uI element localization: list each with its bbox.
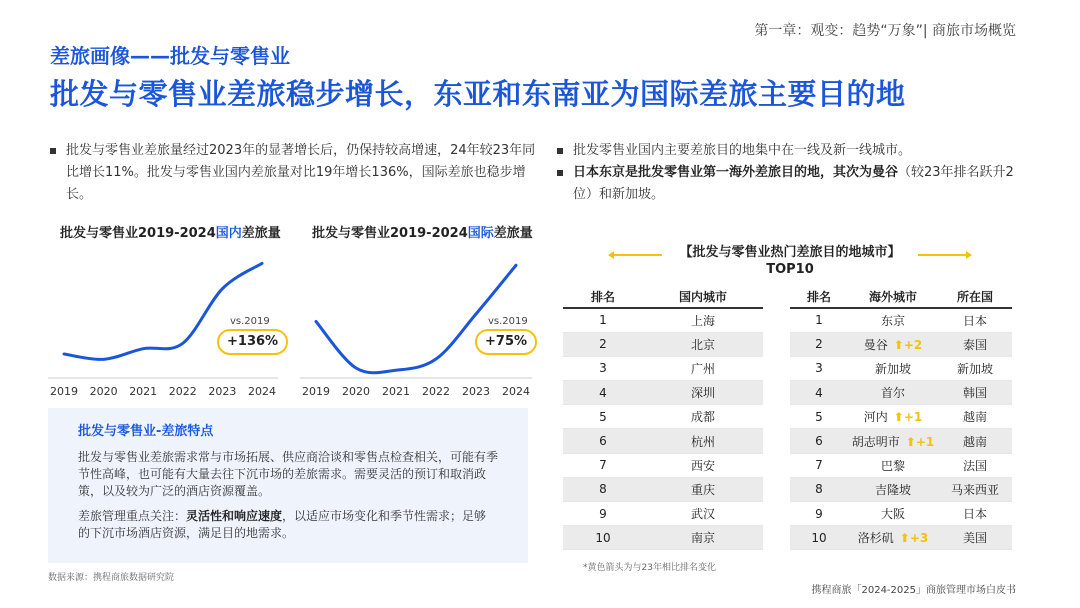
rank-cell: 6 bbox=[563, 429, 643, 453]
city-cell bbox=[848, 526, 938, 550]
card-text: 差旅管理重点关注： bbox=[78, 509, 187, 523]
city-name: 东京 bbox=[880, 313, 905, 328]
table-row bbox=[790, 477, 1012, 501]
bullet-item bbox=[555, 162, 1030, 206]
rank-cell: 2 bbox=[790, 332, 848, 356]
rank-change-badge bbox=[894, 410, 922, 424]
rank-change-value: +2 bbox=[903, 337, 923, 352]
x-tick-label: 2019 bbox=[50, 385, 78, 398]
bullet-item: 批发零售业国内主要差旅目的地集中在一线及新一线城市。 bbox=[555, 140, 1030, 162]
x-tick-label: 2020 bbox=[342, 385, 370, 398]
city-name: 河内 bbox=[863, 410, 888, 425]
table-row bbox=[563, 453, 763, 477]
page-title: 批发与零售业差旅稳步增长，东亚和东南亚为国际差旅主要目的地 bbox=[50, 77, 906, 111]
up-arrow-icon: ⬆ bbox=[899, 531, 910, 546]
table-row bbox=[790, 381, 1012, 405]
city-name: 新加坡 bbox=[874, 361, 911, 376]
left-bullets bbox=[48, 140, 540, 206]
international-chart-title bbox=[312, 222, 533, 241]
city-cell bbox=[848, 332, 938, 356]
city-cell: 北京 bbox=[643, 332, 763, 356]
table-row bbox=[563, 526, 763, 550]
chart-title-highlight: 国际 bbox=[467, 226, 494, 241]
domestic-growth-callout: +136% bbox=[217, 329, 288, 355]
rank-cell: 4 bbox=[790, 381, 848, 405]
city-cell bbox=[848, 453, 938, 477]
series-line bbox=[316, 265, 516, 373]
country-cell: 韩国 bbox=[938, 381, 1012, 405]
table-row bbox=[563, 308, 763, 332]
x-tick-label: 2023 bbox=[462, 385, 490, 398]
table-row bbox=[790, 356, 1012, 380]
x-tick-label: 2021 bbox=[129, 385, 158, 398]
rank-cell: 3 bbox=[563, 356, 643, 380]
chart-title-post: 差旅量 bbox=[493, 226, 533, 241]
city-name: 曼谷 bbox=[863, 337, 888, 352]
table-header-row bbox=[790, 286, 1012, 308]
city-cell: 南京 bbox=[643, 526, 763, 550]
chapter-label: 第一章：观变：趋势“万象”| 商旅市场概览 bbox=[754, 23, 1016, 39]
bullet-item: 批发与零售业差旅量经过2023年的显著增长后，仍保持较高增速，24年较23年同比增长11%。批发与零售业国内差旅量对比19年增长136%，国际差旅也稳步增长。 bbox=[48, 140, 540, 206]
table-row bbox=[563, 356, 763, 380]
rank-cell: 1 bbox=[790, 308, 848, 332]
country-cell: 日本 bbox=[938, 308, 1012, 332]
city-name: 首尔 bbox=[880, 386, 905, 401]
city-cell bbox=[848, 405, 938, 429]
table-row bbox=[790, 502, 1012, 526]
city-cell: 深圳 bbox=[643, 381, 763, 405]
country-cell: 马来西亚 bbox=[938, 477, 1012, 501]
data-source: 数据来源：携程商旅数据研究院 bbox=[48, 573, 175, 583]
city-cell: 重庆 bbox=[643, 477, 763, 501]
table-row bbox=[790, 429, 1012, 453]
domestic-chart-title bbox=[60, 222, 281, 241]
city-cell bbox=[848, 381, 938, 405]
table-row bbox=[790, 453, 1012, 477]
card-paragraph bbox=[78, 508, 498, 542]
chart-title-highlight: 国内 bbox=[215, 226, 242, 241]
rank-change-value: +3 bbox=[909, 531, 929, 546]
domestic-city-table bbox=[563, 286, 763, 550]
city-name: 巴黎 bbox=[880, 458, 905, 473]
city-name: 吉隆坡 bbox=[874, 482, 911, 497]
x-tick-label: 2022 bbox=[168, 385, 197, 398]
column-header: 海外城市 bbox=[848, 286, 938, 308]
vs-label: vs.2019 bbox=[488, 316, 528, 327]
column-header: 排名 bbox=[563, 286, 643, 308]
rank-cell: 3 bbox=[790, 356, 848, 380]
x-tick-label: 2022 bbox=[422, 385, 450, 398]
table-title bbox=[560, 244, 1020, 278]
table-row bbox=[790, 526, 1012, 550]
city-cell: 上海 bbox=[643, 308, 763, 332]
rank-change-badge bbox=[906, 435, 934, 449]
city-cell: 西安 bbox=[643, 453, 763, 477]
table-row bbox=[790, 308, 1012, 332]
x-tick-label: 2021 bbox=[382, 385, 410, 398]
rank-change-badge bbox=[894, 338, 922, 352]
column-header: 排名 bbox=[790, 286, 848, 308]
country-cell: 泰国 bbox=[938, 332, 1012, 356]
city-cell: 成都 bbox=[643, 405, 763, 429]
rank-cell: 1 bbox=[563, 308, 643, 332]
x-tick-label: 2023 bbox=[208, 385, 237, 398]
table-row bbox=[563, 502, 763, 526]
rank-cell: 8 bbox=[790, 477, 848, 501]
column-header: 所在国 bbox=[938, 286, 1012, 308]
bullet-bold-text: 日本东京是批发零售业第一海外差旅目的地，其次为曼谷 bbox=[573, 165, 899, 180]
rank-cell: 7 bbox=[563, 453, 643, 477]
country-cell: 越南 bbox=[938, 405, 1012, 429]
city-cell: 杭州 bbox=[643, 429, 763, 453]
city-cell bbox=[848, 356, 938, 380]
city-name: 洛杉矶 bbox=[857, 531, 894, 546]
table-row bbox=[563, 332, 763, 356]
rank-cell: 5 bbox=[790, 405, 848, 429]
vs-label: vs.2019 bbox=[230, 316, 270, 327]
city-name: 胡志明市 bbox=[851, 434, 900, 449]
table-row bbox=[563, 429, 763, 453]
country-cell: 法国 bbox=[938, 453, 1012, 477]
country-cell: 越南 bbox=[938, 429, 1012, 453]
country-cell: 日本 bbox=[938, 502, 1012, 526]
x-tick-label: 2019 bbox=[302, 385, 330, 398]
chart-title-pre: 批发与零售业2019-2024 bbox=[60, 226, 216, 241]
rank-change-value: +1 bbox=[903, 410, 923, 425]
card-paragraph: 批发与零售业差旅需求常与市场拓展、供应商洽谈和零售点检查相关，可能有季节性高峰，也可能有大量去往下沉市场的差旅需求。需要灵活的预订和取消政策，以及较为广泛的酒店资源覆盖。 bbox=[78, 450, 499, 498]
right-bullets bbox=[555, 140, 1030, 206]
up-arrow-icon: ⬆ bbox=[905, 434, 916, 449]
rank-change-badge bbox=[900, 531, 928, 545]
city-cell bbox=[848, 477, 938, 501]
rank-cell: 9 bbox=[563, 502, 643, 526]
table-title-line: 【批发与零售业热门差旅目的地城市】 bbox=[679, 245, 901, 260]
country-cell: 新加坡 bbox=[938, 356, 1012, 380]
table-row bbox=[563, 405, 763, 429]
table-header-row bbox=[563, 286, 763, 308]
city-cell bbox=[848, 308, 938, 332]
rank-cell: 10 bbox=[790, 526, 848, 550]
x-tick-label: 2024 bbox=[248, 385, 276, 398]
footer-label: 携程商旅「2024-2025」商旅管理市场白皮书 bbox=[811, 585, 1016, 596]
table-title-line: TOP10 bbox=[766, 262, 814, 277]
x-tick-label: 2020 bbox=[89, 385, 118, 398]
section-subtitle: 差旅画像——批发与零售业 bbox=[50, 44, 290, 68]
card-bold-text: 灵活性和响应速度 bbox=[186, 509, 283, 523]
rank-cell: 10 bbox=[563, 526, 643, 550]
characteristics-card bbox=[48, 408, 528, 563]
rank-cell: 9 bbox=[790, 502, 848, 526]
card-title: 批发与零售业-差旅特点 bbox=[78, 424, 214, 439]
bullet-text: （较23年排名跃升2位）和新加坡。 bbox=[573, 165, 1014, 202]
card-text: ，以适应市场变化和季节性需求；足够的下沉市场酒店资源，满足目的地需求。 bbox=[78, 509, 487, 540]
up-arrow-icon: ⬆ bbox=[893, 410, 904, 425]
table-row bbox=[790, 405, 1012, 429]
international-growth-callout: +75% bbox=[475, 329, 537, 355]
rank-cell: 2 bbox=[563, 332, 643, 356]
x-tick-label: 2024 bbox=[502, 385, 530, 398]
city-name: 大阪 bbox=[880, 507, 905, 522]
city-cell bbox=[848, 502, 938, 526]
city-cell: 广州 bbox=[643, 356, 763, 380]
table-footnote: *黄色箭头为与23年相比排名变化 bbox=[583, 563, 716, 573]
chart-title-pre: 批发与零售业2019-2024 bbox=[312, 226, 468, 241]
table-row bbox=[563, 381, 763, 405]
rank-cell: 8 bbox=[563, 477, 643, 501]
table-row bbox=[790, 332, 1012, 356]
rank-change-value: +1 bbox=[915, 434, 935, 449]
rank-cell: 6 bbox=[790, 429, 848, 453]
rank-cell: 7 bbox=[790, 453, 848, 477]
table-row bbox=[563, 477, 763, 501]
rank-cell: 5 bbox=[563, 405, 643, 429]
international-city-table bbox=[790, 286, 1012, 550]
city-cell: 武汉 bbox=[643, 502, 763, 526]
up-arrow-icon: ⬆ bbox=[893, 337, 904, 352]
rank-cell: 4 bbox=[563, 381, 643, 405]
country-cell: 美国 bbox=[938, 526, 1012, 550]
city-cell bbox=[848, 429, 938, 453]
column-header: 国内城市 bbox=[643, 286, 763, 308]
chart-title-post: 差旅量 bbox=[241, 226, 281, 241]
